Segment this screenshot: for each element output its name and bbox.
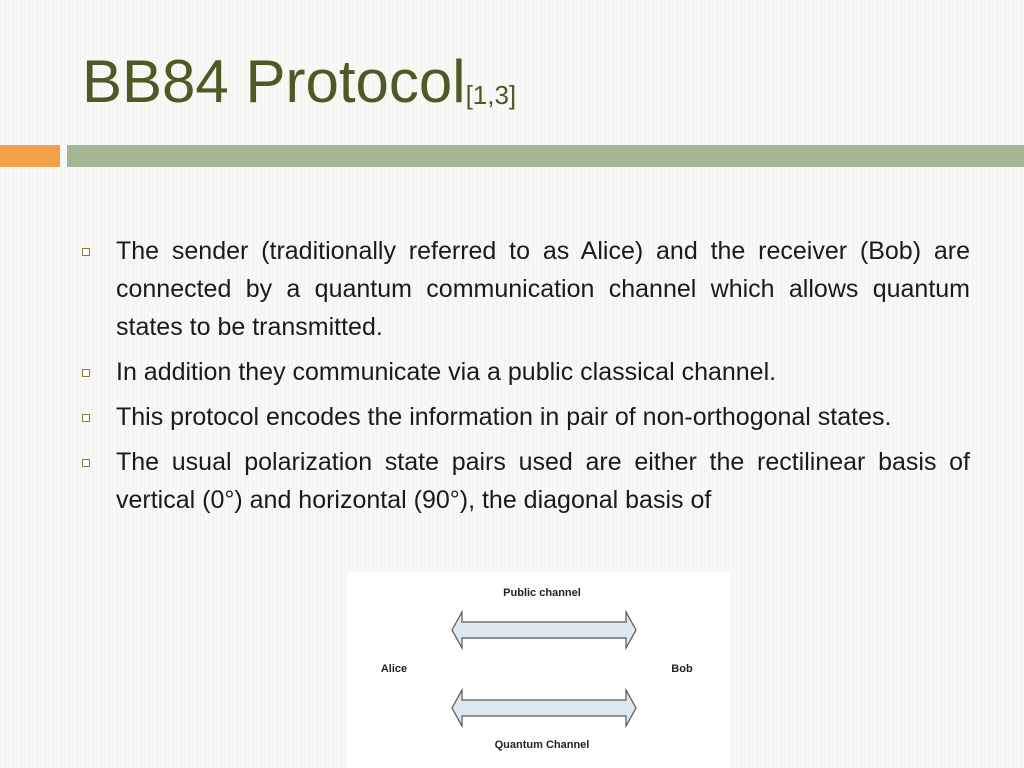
bullet-text: This protocol encodes the information in pair of non-orthogonal states. xyxy=(116,403,892,431)
title-reference: [1,3] xyxy=(465,80,517,110)
accent-bar-green xyxy=(67,145,1024,167)
accent-bar-orange xyxy=(0,145,60,167)
quantum-channel-label: Quantum Channel xyxy=(494,739,590,751)
bullet-item xyxy=(82,398,970,436)
public-channel-label: Public channel xyxy=(503,587,581,599)
slide-title-text: BB84 Protocol xyxy=(82,48,466,115)
square-bullet-icon xyxy=(82,248,90,256)
bullet-item xyxy=(82,443,970,519)
bullet-text: The sender (traditionally referred to as Alice) and the receiver (Bob) are connected by a quantum communication channel which allows quantum states to be transmitted. xyxy=(116,237,970,341)
channel-diagram xyxy=(348,572,730,768)
bullet-text: The usual polarization state pairs used are either the rectilinear basis of vertical (0°) and horizontal (90°), the diagonal basis of xyxy=(116,448,970,514)
square-bullet-icon xyxy=(82,369,90,377)
quantum-channel-arrow xyxy=(452,690,636,726)
alice-label: Alice xyxy=(380,663,408,675)
bob-label: Bob xyxy=(671,663,693,675)
bullet-item xyxy=(82,353,970,391)
bullet-list xyxy=(82,232,970,526)
square-bullet-icon xyxy=(82,414,90,422)
public-channel-arrow xyxy=(452,612,636,648)
slide-title xyxy=(82,44,516,133)
channel-diagram-svg xyxy=(348,572,730,768)
bullet-text: In addition they communicate via a public classical channel. xyxy=(116,358,777,386)
bullet-item xyxy=(82,232,970,346)
square-bullet-icon xyxy=(82,459,90,467)
